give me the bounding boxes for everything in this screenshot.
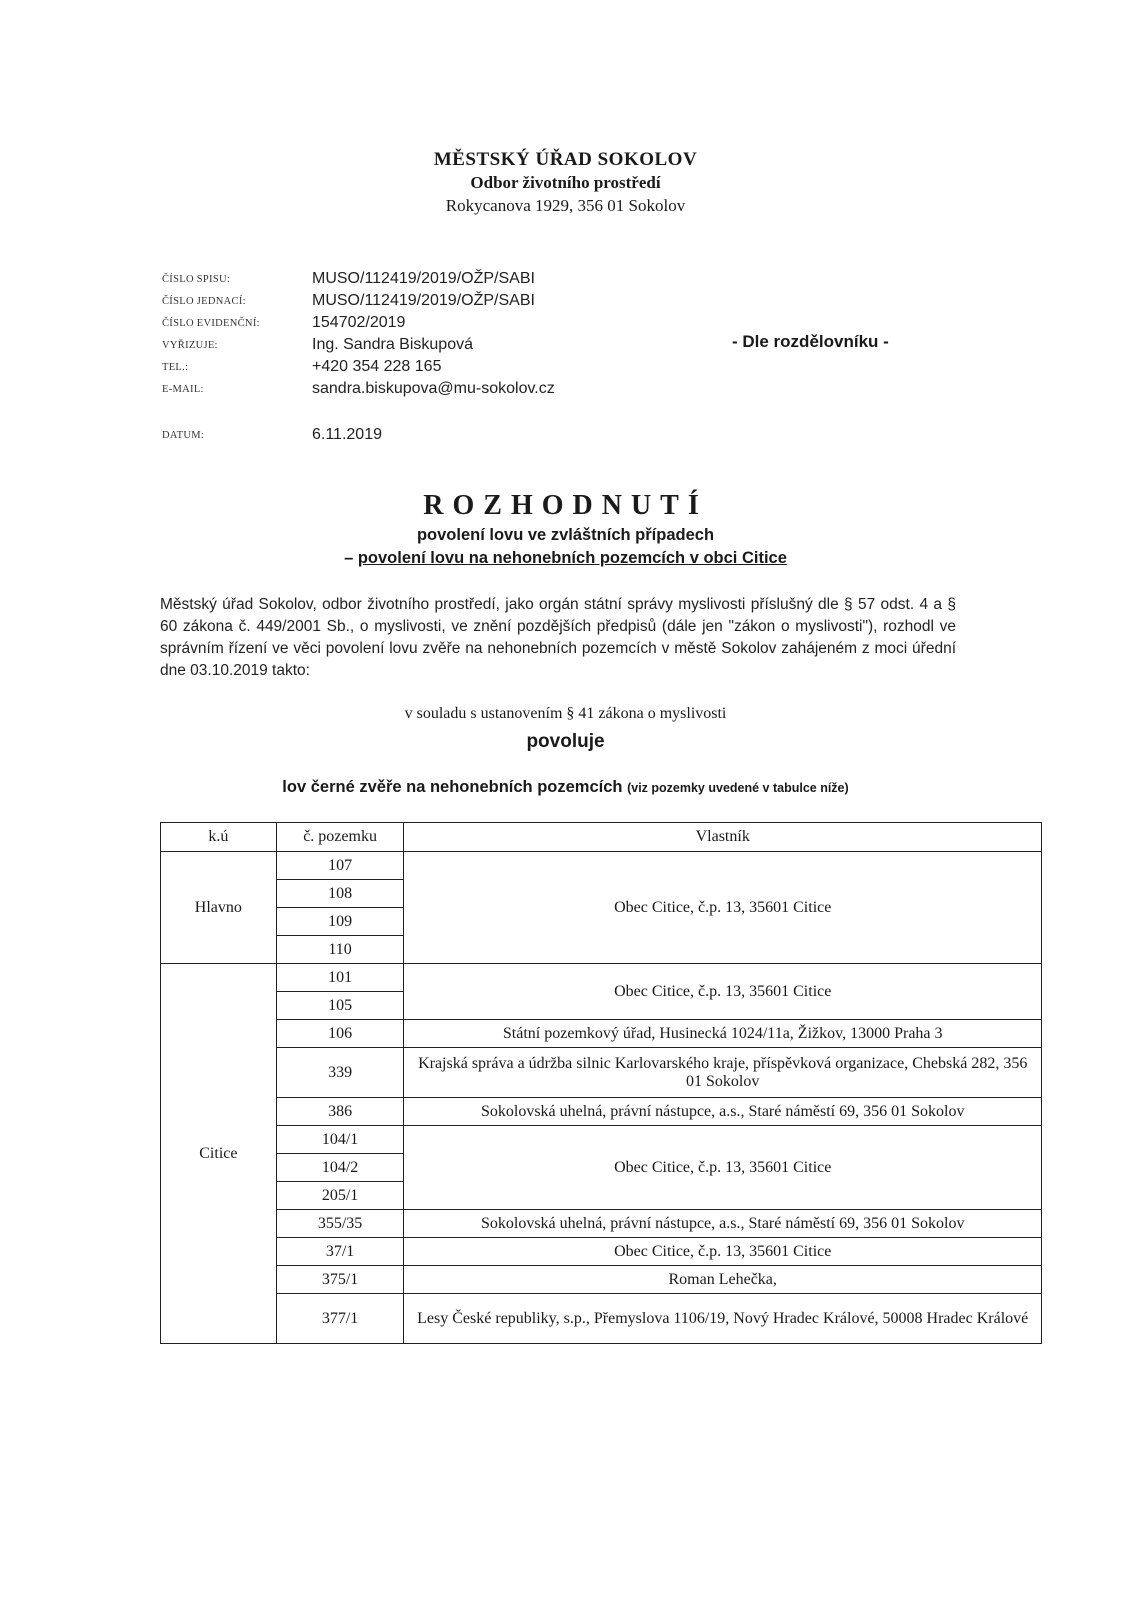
plot-number-cell: 109 [276,908,404,936]
meta-row-handled-by [162,334,555,356]
table-row [161,1126,1042,1154]
owner-cell: Sokolovská uhelná, právní nástupce, a.s., Staré náměstí 69, 356 01 Sokolov [404,1210,1042,1238]
date-value: 6.11.2019 [312,426,382,443]
meta-value: 154702/2019 [312,314,406,331]
meta-value: +420 354 228 165 [312,358,442,375]
table-row [161,1210,1042,1238]
date-block [162,424,382,446]
meta-label: ČÍSLO SPISU: [162,273,231,285]
reference-block [162,268,555,400]
letterhead [0,148,1131,218]
meta-label: VYŘIZUJE: [162,339,218,351]
office-address: Rokycanova 1929, 356 01 Sokolov [445,196,686,215]
header-cadastral-area: k.ú [161,823,277,852]
meta-row-phone [162,356,555,378]
meta-row-email [162,378,555,400]
plot-number-cell: 107 [276,852,404,880]
plot-number-cell: 108 [276,880,404,908]
owner-cell: Státní pozemkový úřad, Husinecká 1024/11a, Žižkov, 13000 Praha 3 [404,1020,1042,1048]
table-row [161,1020,1042,1048]
decision-subtitle: povolení lovu ve zvláštních případech [416,526,715,544]
department-name: Odbor životního prostředí [470,173,661,192]
meta-value: MUSO/112419/2019/OŽP/SABI [312,270,535,287]
owner-cell: Sokolovská uhelná, právní nástupce, a.s., Staré náměstí 69, 356 01 Sokolov [404,1098,1042,1126]
scope-main: lov černé zvěře na nehonebních pozemcích [282,778,623,796]
plots-table [160,822,1042,1344]
cadastral-area-cell: Hlavno [161,852,277,964]
table-row [161,1048,1042,1098]
meta-value: sandra.biskupova@mu-sokolov.cz [312,380,555,397]
decision-body: Městský úřad Sokolov, odbor životního prostředí, jako orgán státní správy myslivosti příslušný dle § 57 odst. 4 a § 60 zákona č. 449/2001 Sb., o myslivosti, ve znění pozdějších předpisů (dále jen "zákon o myslivosti"), rozhodl ve správním řízení ve věci povolení lovu zvěře na nehonebních pozemcích v městě Sokolov zahájeném z moci úřední dne 03.10.2019 takto: [160,596,956,679]
table-row [161,1098,1042,1126]
plot-number-cell: 106 [276,1020,404,1048]
meta-row-date [162,424,382,446]
legal-basis: v souladu s ustanovením § 41 zákona o myslivosti [404,705,727,722]
table-header-row [161,823,1042,852]
meta-label: E-MAIL: [162,383,204,395]
owner-cell: Obec Citice, č.p. 13, 35601 Citice [404,1126,1042,1210]
subject-text: povolení lovu na nehonebních pozemcích v obci Citice [357,549,787,567]
header-owner: Vlastník [404,823,1042,852]
plot-number-cell: 386 [276,1098,404,1126]
plot-number-cell: 339 [276,1048,404,1098]
grant-scope [0,778,1131,797]
owner-cell: Obec Citice, č.p. 13, 35601 Citice [404,964,1042,1020]
meta-row-reference-number [162,290,555,312]
cadastral-area-cell: Citice [161,964,277,1344]
decision-subject [0,549,1131,568]
plot-number-cell: 110 [276,936,404,964]
meta-value: Ing. Sandra Biskupová [312,336,473,353]
table-row [161,964,1042,992]
table-row [161,1294,1042,1344]
plot-number-cell: 375/1 [276,1266,404,1294]
meta-label: ČÍSLO JEDNACÍ: [162,295,246,307]
owner-cell: Roman Lehečka, [404,1266,1042,1294]
plot-number-cell: 37/1 [276,1238,404,1266]
meta-row-file-number [162,268,555,290]
meta-value: MUSO/112419/2019/OŽP/SABI [312,292,535,309]
meta-label: TEL.: [162,361,189,373]
owner-cell: Obec Citice, č.p. 13, 35601 Citice [404,1238,1042,1266]
meta-label: ČÍSLO EVIDENČNÍ: [162,317,260,329]
table-row [161,852,1042,880]
plot-number-cell: 104/1 [276,1126,404,1154]
plot-number-cell: 377/1 [276,1294,404,1344]
owner-cell: Krajská správa a údržba silnic Karlovarského kraje, příspěvková organizace, Chebská 282, 356 01 Sokolov [404,1048,1042,1098]
decision-title: ROZHODNUTÍ [423,490,708,521]
date-label: DATUM: [162,429,205,441]
table-row [161,1238,1042,1266]
owner-cell: Obec Citice, č.p. 13, 35601 Citice [404,852,1042,964]
subject-dash: – [344,549,358,567]
scope-note: (viz pozemky uvedené v tabulce níže) [627,781,849,795]
header-plot-number: č. pozemku [276,823,404,852]
table-row [161,1266,1042,1294]
plot-number-cell: 105 [276,992,404,1020]
plot-number-cell: 355/35 [276,1210,404,1238]
office-name: MĚSTSKÝ ÚŘAD SOKOLOV [433,149,698,170]
owner-cell: Lesy České republiky, s.p., Přemyslova 1106/19, Nový Hradec Králové, 50008 Hradec Králové [404,1294,1042,1344]
recipient-note: - Dle rozdělovníku - [732,332,889,351]
plot-number-cell: 205/1 [276,1182,404,1210]
grant-verb: povoluje [526,731,605,752]
meta-row-registration-number [162,312,555,334]
plot-number-cell: 101 [276,964,404,992]
plot-number-cell: 104/2 [276,1154,404,1182]
